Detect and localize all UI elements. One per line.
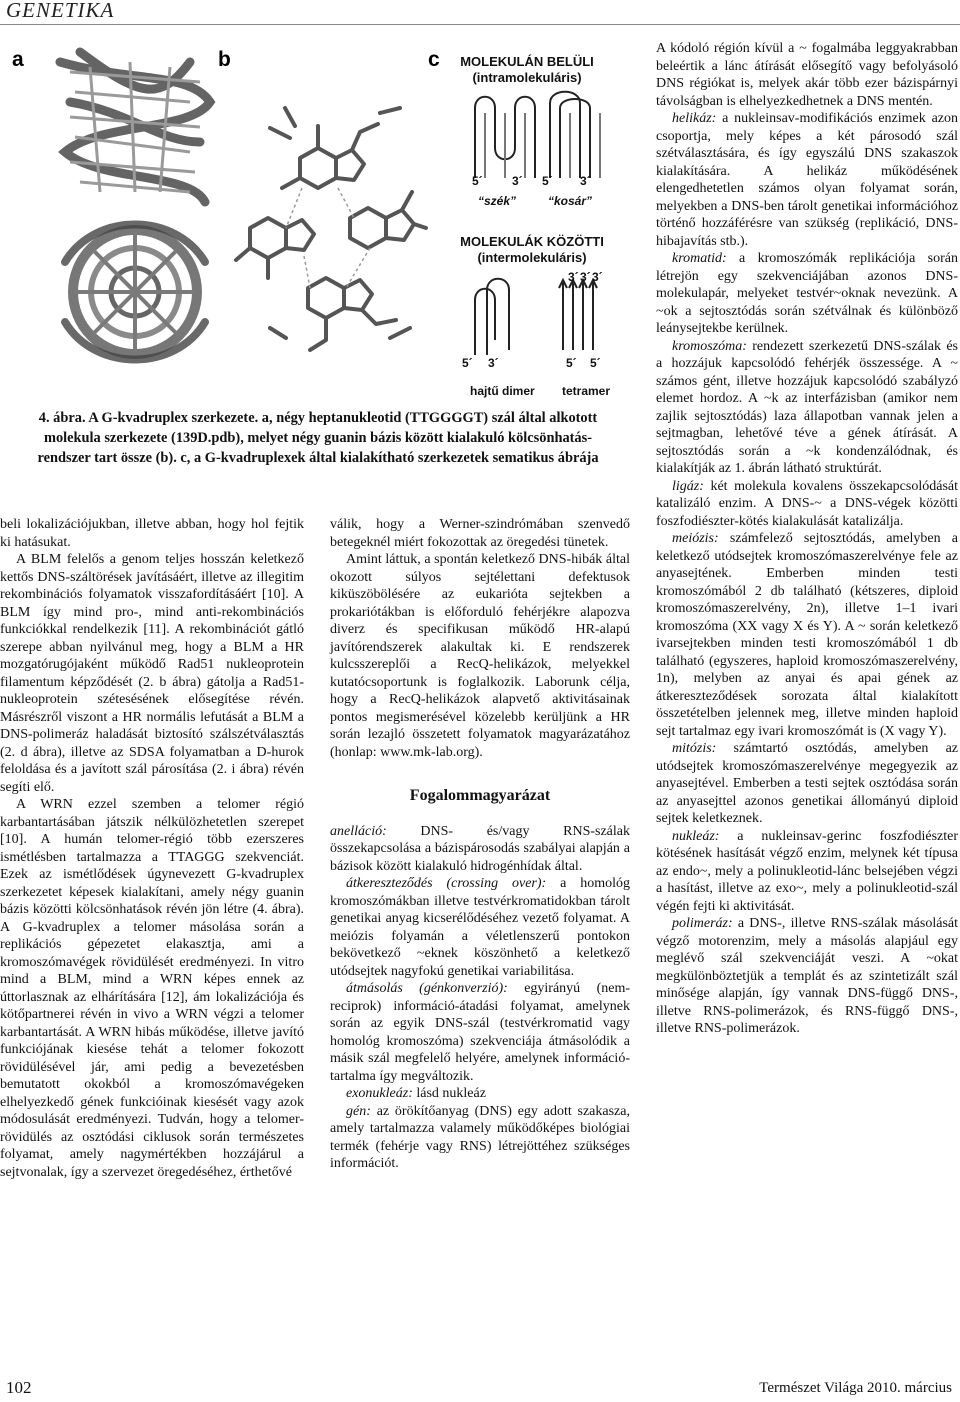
text-column-1 [0, 516, 304, 1181]
tetramer-3-end-b: 3´ [580, 270, 591, 284]
glossary-definition: lásd nukleáz [412, 1086, 486, 1101]
tetramer-label: tetramer [562, 384, 611, 398]
glossary-entry [656, 110, 958, 250]
tetramer-5-end-b: 5´ [590, 356, 601, 370]
glossary-term: meiózis: [672, 531, 719, 546]
tetramer-5-end-a: 5´ [566, 356, 577, 370]
glossary-term: átmásolás (génkonverzió): [346, 981, 508, 996]
chair-3-end: 3´ [512, 174, 523, 188]
glossary-entry [656, 478, 958, 531]
glossary-definition: az örökítőanyag (DNS) egy adott szakasza, amely tartalmazza valamely működőképes biológiai termék (fehérje vagy RNS) létrejöttéhez szükséges információt. [330, 1103, 630, 1171]
section-title: GENETIKA [6, 0, 115, 22]
glossary-term: kromoszóma: [672, 338, 747, 354]
glossary-definition: két molekula kovalens összekapcsolódását katalizáló enzim. A DNS-~ a DNS-végek közötti foszfodiészter-kötés kialakulását katalizálja. [656, 478, 958, 529]
paragraph: Amint láttuk, a spontán keletkező DNS-hibák által okozott súlyos sejtélettani defektusok kiküszöbölésére az eukarióta sejtekben a prokariótákban is előforduló fehérjékre alapozva diverz és specifikusan működő HR-alapú javítórendszerek alakultak ki. E rendszerek kulcsszereplői a RecQ-helikázok, melyekkel kutatócsoportunk is foglalkozik. Laborunk célja, hogy a RecQ-helikázok alapvető aktivitásainak pontos megismerésével közelebb kerüljünk a HR során lezajló összetett folyamatok magyarázatához (honlap: www.mk-lab.org). [330, 552, 630, 760]
paragraph: válik, hogy a Werner-szindrómában szenvedő betegeknél miért fokozottak az öregedési tünetek. [330, 517, 630, 550]
chair-label: “szék” [478, 194, 517, 208]
paragraph: A WRN ezzel szemben a telomer régió karbantartásában játszik nélkülözhetetlen szerepet [10]. A humán telomer-régió több ezerszeres ismétlésben tartalmazza a TTAGGG szekvenciát. Ezek az ismétlődések úgynevezett G-kvadruplex szerkezetet képesek kialakítani, amely négy guanin bázis közötti kölcsönhatások révén jön létre (4. ábra). A G-kvadruplex a telomer másolása során a replikációs gépezetet elakasztja, ami a kromoszómavégek rövidülését eredményezi. In vitro mind a BLM, mind a WRN képes ennek az úttorlasznak az elhárítására [12], ám lokalizációja és kötőpartnerei révén in vivo a WRN végzi a telomer karbantartását. A WRN hibás működése, illetve javító funkciójának kiesése tehát a telomer fokozott rövidülésével jár, ami pedig a bevezetésben bemutatott okokból a kromoszómavégeken elhelyezkedő gének funkcióinak kiesését vagy azok módosulását eredményezi. Tudván, hogy a telomer-rövidülés az osztódási ciklusok során természetes folyamat, amely nagymértékben hozzájárul a sejtvonalak, így a szervezet öregedéséhez, érthetővé [0, 797, 304, 1180]
quadruplex-molecule-image [40, 42, 230, 372]
glossary-definition: a kromoszómák replikációja során létrejön egy szekvenciájában azonos DNS-molekulapár, melyeket testvér~oknak nevezünk. A ~ok a sejtosztódás során szétválnak és különböző leánysejtekbe kerülnek. [656, 251, 958, 336]
paragraph: A kódoló régión kívül a ~ fogalmába leggyakrabban beleértik a lánc átírását elősegítő vagy befolyásoló DNS régiókat is, melyek akár több ezer bázispárnyi távolságban is elhelyezkedhetnek a DNS mentén. [656, 41, 958, 109]
glossary-definition: DNS- és/vagy RNS-szálak összekapcsolása a bázispárosodás szabályai alapján a bázisok között kialakuló hidrogénhídak által. [330, 823, 630, 874]
glossary-term: ligáz: [672, 478, 704, 494]
basket-5-end: 5´ [542, 174, 553, 188]
glossary-term: nukleáz: [672, 828, 720, 844]
basket-3-end: 3´ [580, 174, 591, 188]
glossary-entry [656, 250, 958, 338]
panel-c-label: c [428, 48, 440, 71]
glossary-entry [656, 828, 958, 916]
hairpin-dimer-label: hajtű dimer [470, 384, 535, 398]
running-header [0, 0, 960, 26]
glossary-term: gén: [346, 1103, 371, 1119]
glossary-entry [330, 980, 630, 1085]
page-number: 102 [6, 1378, 32, 1397]
glossary-entry [330, 875, 630, 980]
panel-a-label: a [12, 48, 24, 71]
glossary-definition: rendezett szerkezetű DNS-szálak és a hozzájuk kapcsolódó fehérjék összessége. A ~ számos gént, illetve hozzájuk kapcsolódó szabályzó elemet hordoz. A ~k az interfázisban (amikor nem zajlik sejtosztódás) laza állapotban vannak jelen a sejtmagban, lehetővé téve a gének átírását. A sejtosztódás során a ~k kondenzálódnak, és kialakítják az 1. ábrán látható struktúrát. [656, 338, 958, 476]
figure-4 [0, 38, 630, 500]
tetramer-3-end-c: 3´ [592, 270, 603, 284]
paragraph: beli lokalizációjukban, illetve abban, hogy hol fejtik ki hatásukat. [0, 517, 304, 550]
tetramer-3-end-a: 3´ [568, 270, 579, 284]
glossary-entry [656, 740, 958, 828]
dimer-5-end: 5´ [462, 356, 473, 370]
glossary-definition: számfelező sejtosztódás, amelyben a keletkező utódsejtek kromoszómaszerelvénye fele az anyasejtének. Emberben minden testi kromoszómából 2 db található (kétszeres, diploid kromoszómaszerelvény, 2n), illetve 1–1 ivari kromoszóma (XX vagy X és Y). A ~ során keletkező ivarsejtekben minden testi kromoszómából 1 db található (egyszeres, haploid kromoszómaszerelvény, 1n), melyben az anyai és apai gének az átkereszteződések sorozata által kialakított összetételben jelennek meg, illetve minden haploid sejt tartalmaz egy ivari kromoszómát is (X vagy Y). [656, 531, 958, 739]
panel-b-label: b [218, 48, 231, 71]
glossary-definition: a nukleinsav-modifikációs enzimek azon csoportja, mely képes a két párosodó szál szétválasztására, és így egyszálú DNS szakaszok kialakítására. A helikáz működésének elengedhetetlen számos olyan folyamat során, melyekben a DNS-ben tárolt genetikai információhoz történő hozzáférésre van szükség (replikáció, DNS-hibajavítás stb.). [656, 111, 958, 249]
intermolecular-heading: MOLEKULÁK KÖZÖTTI [460, 234, 604, 249]
glossary-term: mitózis: [672, 741, 717, 756]
glossary-term: exonukleáz: [346, 1086, 413, 1101]
glossary-definition: a homológ kromoszómákban illetve testvérkromatidokban tárolt genetikai anyag kicserélődéséhez vezető folyamat. A meiózis folyamán a véletlenszerű pontokon bekövetkező ~eknek köszönhető a keletkező utódsejtek nagyfokú genetikai variabilitása. [330, 876, 630, 979]
intramolecular-heading: MOLEKULÁN BELÜLI [460, 54, 594, 69]
text-column-2 [330, 516, 630, 1173]
glossary-entry [330, 1103, 630, 1173]
figure-caption: 4. ábra. A G-kvadruplex szerkezete. a, négy heptanukleotid (TTGGGGT) szál által alkotott molekula szerkezete (139D.pdb), melyet négy guanin bázis között kialakuló kölcsönhatás-rendszer tart össze (b). c, a G-kvadruplexek által kialakítható szerkezetek sematikus ábrája [37, 410, 599, 466]
intermolecular-subheading: (intermolekuláris) [477, 250, 587, 265]
glossary-term: helikáz: [672, 111, 717, 126]
glossary-term: kromatid: [672, 251, 727, 266]
paragraph: A BLM felelős a genom teljes hosszán keletkező kettős DNS-száltörések javításáért, illetve az illegitim rekombinációs folyamatok visszafordításáért [10]. A BLM így mind pro-, mind anti-rekombinációs funkciókkal rendelkezik [11]. A rekombinációt gátló szerepe abban nyilvánul meg, hogy a BLM a HR mozgatórugójaként működő Rad51 nukleoprotein filamentum képződését (2. b ábra) gátolja a Rad51-nukleoprotein szétesésének elősegítése révén. Másrészről viszont a HR normális lefutását a BLM a DNS-polimeráz haladását biztosító szálszétválasztás (2. d ábra), illetve az SDSA folyamatban a D-hurok feloldása és a javított szál párosítása (2. i ábra) révén segíti elő. [0, 552, 304, 795]
glossary-entry [656, 915, 958, 1038]
glossary-entry [330, 823, 630, 876]
glossary-definition: a DNS-, illetve RNS-szálak másolását végző motorenzim, mely a másolás alapjául egy meglévő szál szekvenciáját veszi. A ~okat megkülönböztetjük a templát és az szintetizált szál minősége alapján, így vannak DNS-függő DNS-, illetve RNS-polimerázok, és RNS-függő DNS-, illetve RNS-polimerázok. [656, 916, 958, 1036]
glossary-definition: számtartó osztódás, amelyben az utódsejtek kromoszómaszerelvénye megegyezik az anyasejtével. Emberben a testi sejtek osztódása során az anyasejttel azonos genetikai állományú diploid sejtek keletkeznek. [656, 741, 958, 826]
journal-issue: Természet Világa 2010. március [759, 1380, 952, 1396]
header-rule [0, 24, 960, 25]
glossary-entry [656, 338, 958, 478]
glossary-entry [330, 1085, 630, 1103]
glossary-term: átkereszteződés (crossing over): [346, 876, 547, 891]
glossary-entry [656, 530, 958, 740]
glossary-heading: Fogalommagyarázat [409, 787, 551, 804]
glossary-definition: egyirányú (nem-reciprok) információ-átadási folyamat, amelynek során az egyik DNS-szál (testvérkromatid vagy homológ kromoszóma) szekvenciája átmásolódik a másik szál megfelelő helyére, amelynek információ-tartalma így megváltozik. [330, 981, 630, 1084]
intramolecular-subheading: (intramolekuláris) [472, 70, 582, 85]
basket-label: “kosár” [548, 194, 593, 208]
page-footer [0, 1378, 960, 1402]
glossary-term: polimeráz: [672, 916, 733, 931]
chair-5-end: 5´ [472, 174, 483, 188]
guanine-tetrad-image [230, 88, 430, 368]
text-column-3 [656, 40, 958, 1038]
dimer-3-end: 3´ [488, 356, 499, 370]
glossary-term: anelláció: [330, 823, 387, 839]
glossary-definition: a nukleinsav-gerinc foszfodiészter kötésének hasítását végző enzim, melynek két típusa az endo~, mely a polinukleotid-lánc belsejében végzi a hasítást, illetve az exo~, mely a polinukleotid-szál végén fejti ki aktivitását. [656, 828, 958, 914]
intramolecular-schematic [455, 88, 615, 188]
